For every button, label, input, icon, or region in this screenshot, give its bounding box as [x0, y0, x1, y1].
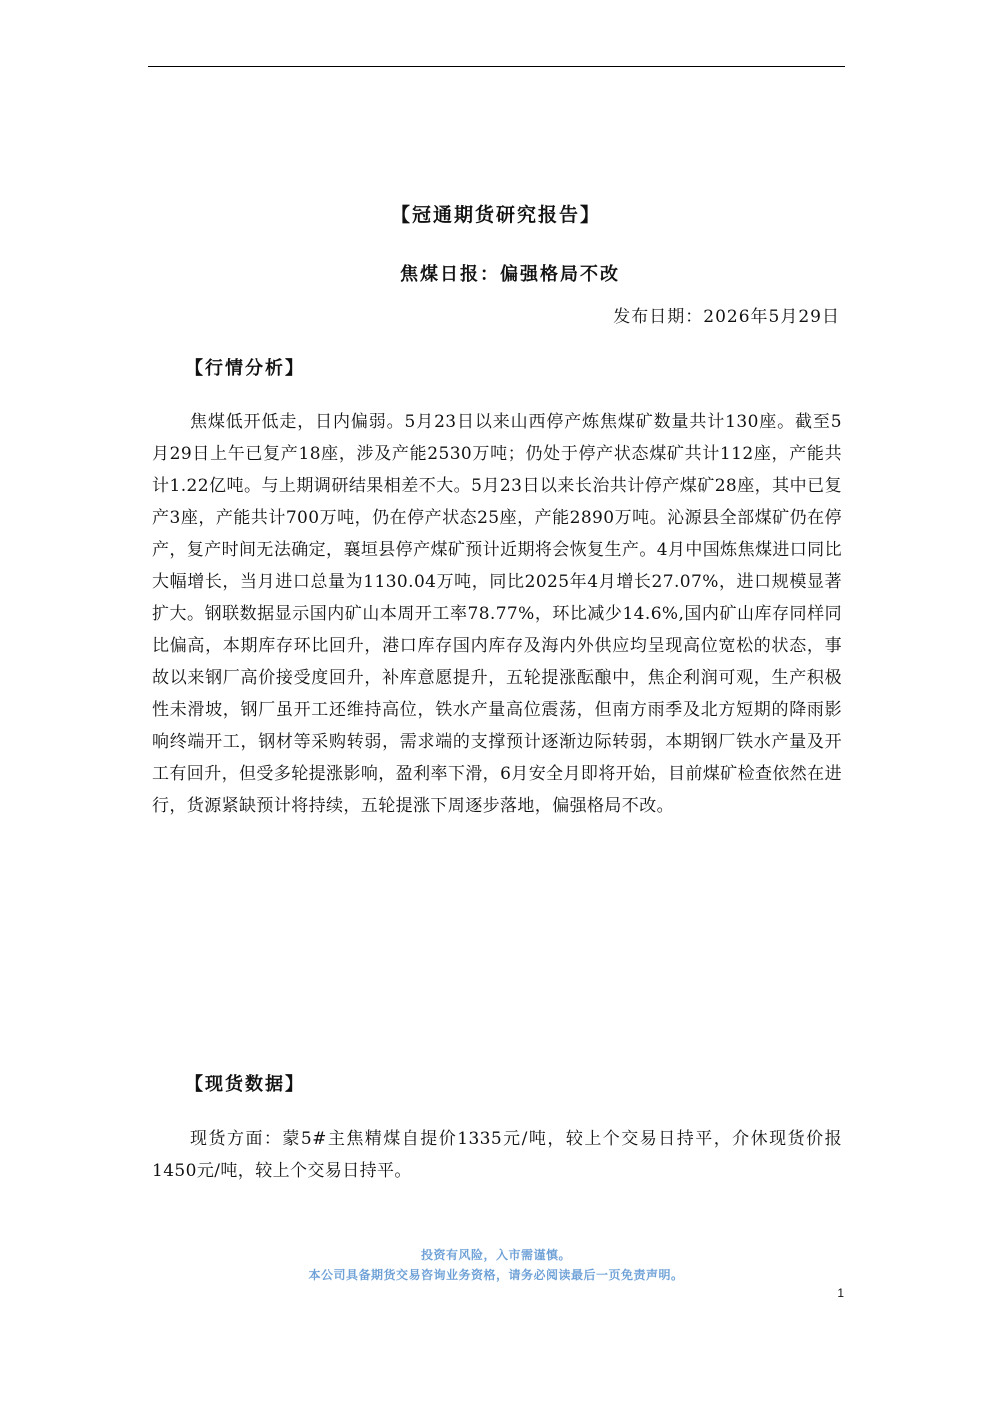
section-heading-analysis: 【行情分析】 [185, 358, 305, 379]
section-heading-spot: 【现货数据】 [185, 1074, 305, 1095]
analysis-paragraph: 焦煤低开低走，日内偏弱。5月23日以来山西停产炼焦煤矿数量共计130座。截至5月29日上午已复产18座，涉及产能2530万吨；仍处于停产状态煤矿共计112座，产能共计1.22亿吨。与上期调研结果相差不大。5月23日以来长治共计停产煤矿28座，其中已复产3座，产能共计700万吨，仍在停产状态25座，产能2890万吨。沁源县全部煤矿仍在停产，复产时间无法确定，襄垣县停产煤矿预计近期将会恢复生产。4月中国炼焦煤进口同比大幅增长，当月进口总量为1130.04万吨，同比2025年4月增长27.07%，进口规模显著扩大。钢联数据显示国内矿山本周开工率78.77%，环比减少14.6%,国内矿山库存同样同比偏高，本期库存环比回升，港口库存国内库存及海内外供应均呈现高位宽松的状态，事故以来钢厂高价接受度回升，补库意愿提升，五轮提涨酝酿中，焦企利润可观，生产积极性未滑坡，钢厂虽开工还维持高位，铁水产量高位震荡，但南方雨季及北方短期的降雨影响终端开工，钢材等采购转弱，需求端的支撑预计逐渐边际转弱，本期钢厂铁水产量及开工有回升，但受多轮提涨影响，盈利率下滑，6月安全月即将开始，目前煤矿检查依然在进行，货源紧缺预计将持续，五轮提涨下周逐步落地，偏强格局不改。 [152, 412, 842, 816]
risk-disclaimer: 投资有风险，入市需谨慎。 [420, 1248, 571, 1262]
publish-date: 发布日期：2026年5月29日 [613, 307, 840, 327]
spot-paragraph: 现货方面：蒙5#主焦精煤自提价1335元/吨，较上个交易日持平，介休现货价报1450元/吨，较上个交易日持平。 [152, 1129, 842, 1181]
report-subtitle: 焦煤日报：偏强格局不改 [400, 264, 620, 285]
qualification-disclaimer: 本公司具备期货交易咨询业务资格，请务必阅读最后一页免责声明。 [308, 1268, 684, 1282]
page-number: 1 [837, 1286, 844, 1300]
report-title: 【冠通期货研究报告】 [390, 204, 601, 226]
header-rule [148, 66, 845, 67]
